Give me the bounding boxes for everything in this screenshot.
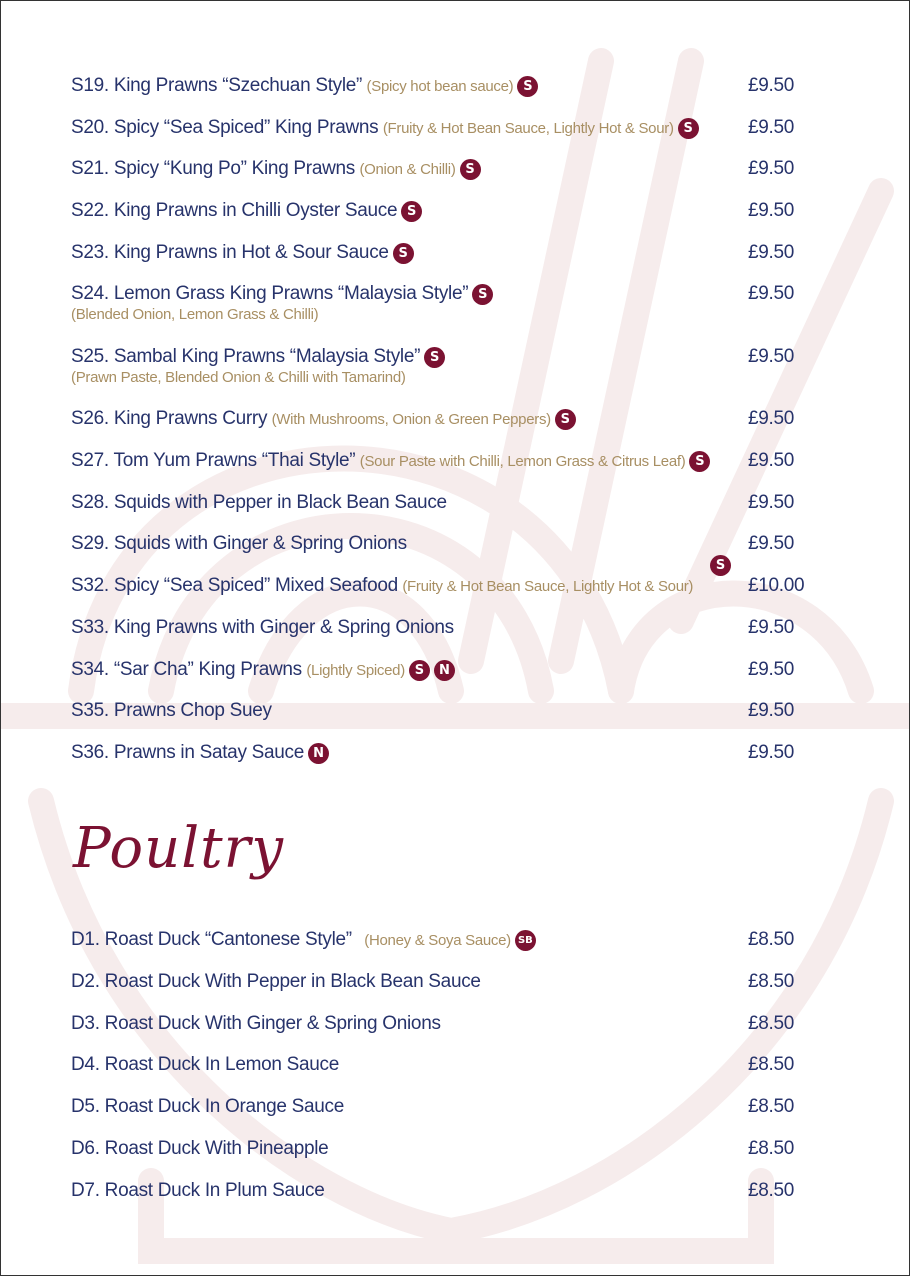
menu-item-name: S22. King Prawns in Chilli Oyster Sauce [71,200,398,221]
menu-item-price: £9.50 [748,700,795,721]
menu-item-name: S19. King Prawns “Szechuan Style” [71,75,363,96]
menu-item-price: £10.00 [748,575,805,596]
menu-item-price: £9.50 [748,75,795,96]
menu-item-name: S34. “Sar Cha” King Prawns [71,659,302,680]
menu-item-price: £9.50 [748,346,795,367]
menu-item [71,927,831,953]
menu-item-line [71,1136,831,1162]
menu-item-line [71,615,831,641]
menu-item-description: (Prawn Paste, Blended Onion & Chilli with Tamarind) [71,369,406,386]
menu-item-price: £9.50 [748,283,795,304]
menu-item-price: £9.50 [748,742,795,763]
spicy-badge-icon: S [401,201,422,222]
menu-item-name: S29. Squids with Ginger & Spring Onions [71,533,407,554]
menu-item-line [71,406,831,432]
menu-item-price: £9.50 [748,408,795,429]
spicy-badge-icon: S [409,660,430,681]
menu-item-line [71,198,831,224]
menu-item-price: £8.50 [748,1096,795,1117]
menu-item-line [71,344,831,370]
spicy-badge-icon: S [460,159,481,180]
menu-item [71,73,831,99]
menu-item [71,531,831,557]
menu-item-price: £9.50 [748,492,795,513]
menu-item-description: (Honey & Soya Sauce) [364,932,511,949]
menu-item-price: £8.50 [748,1138,795,1159]
menu-item-line [71,531,831,557]
menu-item-name: S24. Lemon Grass King Prawns “Malaysia Style” [71,283,469,304]
menu-item-name: D1. Roast Duck “Cantonese Style” [71,929,352,950]
menu-item-price: £8.50 [748,1180,795,1201]
menu-item-name: S21. Spicy “Kung Po” King Prawns [71,158,355,179]
menu-item-price: £9.50 [748,617,795,638]
menu-item-name: D3. Roast Duck With Ginger & Spring Onions [71,1013,441,1034]
menu-item-line [71,448,831,474]
menu-item-price: £8.50 [748,1013,795,1034]
menu-item-price: £9.50 [748,533,795,554]
menu-item-name: D5. Roast Duck In Orange Sauce [71,1096,344,1117]
menu-item-name: S26. King Prawns Curry [71,408,268,429]
menu-item [71,1011,831,1037]
menu-item-line [71,740,831,766]
menu-item-line [71,969,831,995]
menu-item-name: S20. Spicy “Sea Spiced” King Prawns [71,117,379,138]
menu-item-name: S32. Spicy “Sea Spiced” Mixed Seafood [71,575,398,596]
menu-item [71,156,831,182]
menu-item [71,344,831,386]
menu-item [71,240,831,266]
menu-item-line [71,927,831,953]
menu-item [71,1094,831,1120]
poultry-section-title: Poultry [73,816,285,881]
spicy-badge-icon: S [555,409,576,430]
menu-item [71,406,831,432]
menu-item-line [71,1052,831,1078]
menu-item-line [71,1094,831,1120]
menu-item-price: £9.50 [748,659,795,680]
menu-item [71,490,831,516]
menu-item-price: £9.50 [748,200,795,221]
menu-item-price: £8.50 [748,1054,795,1075]
menu-item [71,1052,831,1078]
menu-item-line [71,1178,831,1204]
menu-item-name: D6. Roast Duck With Pineapple [71,1138,329,1159]
menu-item [71,615,831,641]
menu-item-line [71,73,831,99]
spicy-badge-icon: S [472,284,493,305]
menu-item-name: D2. Roast Duck With Pepper in Black Bean Sauce [71,971,481,992]
menu-item-description: (With Mushrooms, Onion & Green Peppers) [271,411,551,428]
menu-item-price: £8.50 [748,971,795,992]
menu-item [71,448,831,474]
nut-badge-icon: N [434,660,455,681]
menu-item-price: £8.50 [748,929,795,950]
spicy-badge-icon: S [678,118,699,139]
menu-item-description: (Fruity & Hot Bean Sauce, Lightly Hot & Sour) [402,578,694,595]
menu-item-line [71,573,831,599]
menu-item [71,115,831,141]
menu-item-line [71,240,831,266]
menu-item-name: S33. King Prawns with Ginger & Spring Onions [71,617,454,638]
spicy-badge-icon: S [424,347,445,368]
menu-item [71,281,831,323]
menu-item-description: (Lightly Spiced) [306,662,405,679]
menu-item [71,1136,831,1162]
spicy-badge-icon: S [517,76,538,97]
menu-item-line [71,115,831,141]
menu-item-line [71,156,831,182]
menu-item-description: (Blended Onion, Lemon Grass & Chilli) [71,306,319,323]
menu-item-price: £9.50 [748,450,795,471]
spicy-badge-icon: S [689,451,710,472]
menu-item [71,558,831,599]
menu-item-description: (Sour Paste with Chilli, Lemon Grass & Citrus Leaf) [359,453,686,470]
menu-item-name: S25. Sambal King Prawns “Malaysia Style” [71,346,421,367]
menu-item-line [71,657,831,683]
nut-badge-icon: N [308,743,329,764]
menu-item-price: £9.50 [748,242,795,263]
menu-item-description: (Onion & Chilli) [359,161,456,178]
menu-item [71,969,831,995]
menu-item-name: S23. King Prawns in Hot & Sour Sauce [71,242,389,263]
menu-item-name: S35. Prawns Chop Suey [71,700,272,721]
menu-item-price: £9.50 [748,117,795,138]
menu-item-price: £9.50 [748,158,795,179]
menu-item-name: D4. Roast Duck In Lemon Sauce [71,1054,339,1075]
menu-item-line [71,698,831,724]
soya-badge-icon: SB [515,930,536,951]
menu-item-name: S28. Squids with Pepper in Black Bean Sauce [71,492,447,513]
menu-item-name: S27. Tom Yum Prawns “Thai Style” [71,450,356,471]
menu-item [71,198,831,224]
menu-item-description: (Spicy hot bean sauce) [366,78,514,95]
menu-item-name: S36. Prawns in Satay Sauce [71,742,305,763]
menu-item-name: D7. Roast Duck In Plum Sauce [71,1180,325,1201]
menu-item-line [71,1011,831,1037]
menu-item-description: (Fruity & Hot Bean Sauce, Lightly Hot & Sour) [382,120,674,137]
menu-item [71,740,831,766]
menu-item-line [71,281,831,307]
menu-item [71,1178,831,1204]
menu-item-line [71,490,831,516]
menu-item [71,698,831,724]
spicy-badge-icon: S [710,555,731,576]
menu-item [71,657,831,683]
spicy-badge-icon: S [393,243,414,264]
